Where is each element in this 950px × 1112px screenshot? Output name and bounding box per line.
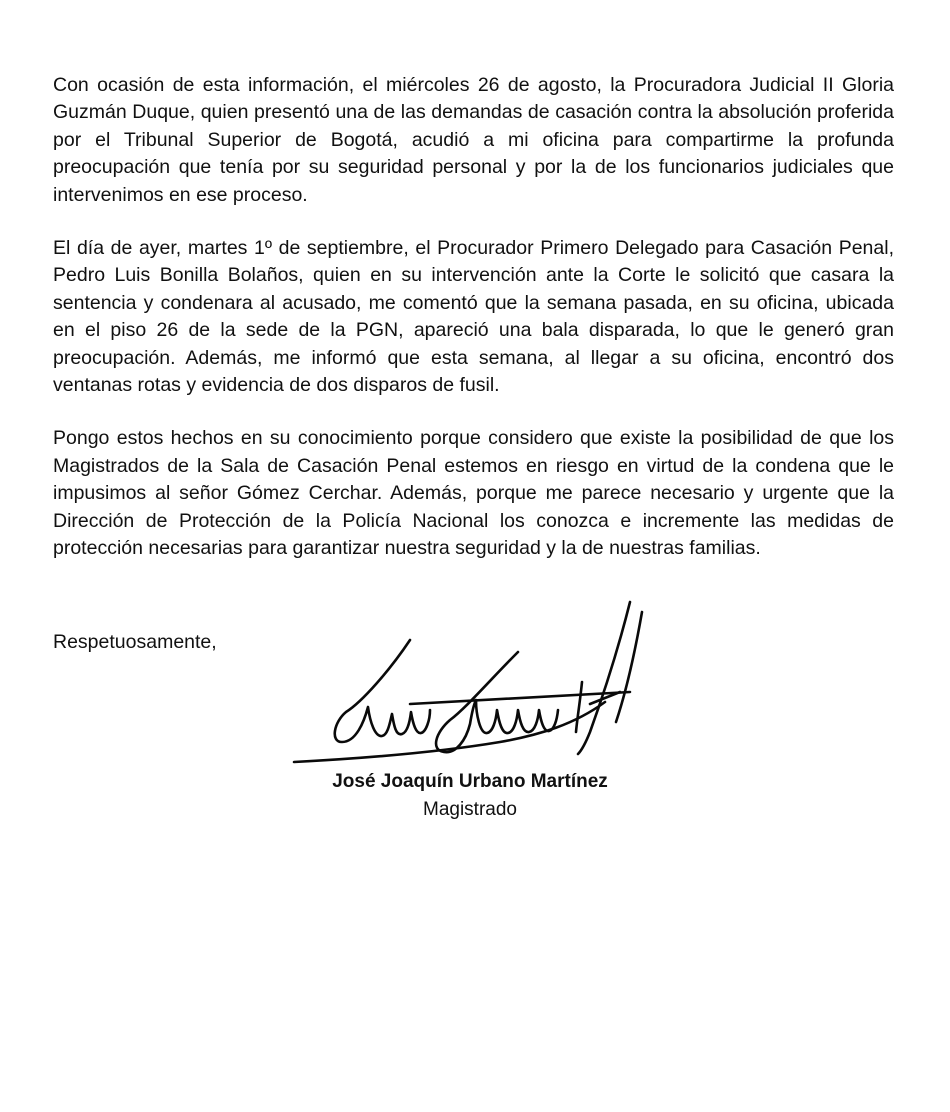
paragraph-1: Con ocasión de esta información, el miércoles 26 de agosto, la Procuradora Judicial II Gloria Guzmán Duque, quien presentó una de las demandas de casación contra la absolución proferida por el Tribunal Superior de Bogotá, acudió a mi oficina para compartirme la profunda preocupación que tenía por su seguridad personal y por la de los funcionarios judiciales que intervenimos en ese proceso. [53,74,894,206]
letter-body [53,72,894,563]
closing-salutation: Respetuosamente, [53,631,217,653]
handwritten-signature [290,592,650,832]
signer-title: Magistrado [423,799,517,820]
paragraph-2: El día de ayer, martes 1º de septiembre, el Procurador Primero Delegado para Casación Penal, Pedro Luis Bonilla Bolaños, quien en su intervención ante la Corte le solicitó que casara la sentencia y condenara al acusado, me comentó que la semana pasada, en su oficina, ubicada en el piso 26 de la sede de la PGN, apareció una bala disparada, lo que le generó gran preocupación. Además, me informó que esta semana, al llegar a su oficina, encontró dos ventanas rotas y evidencia de dos disparos de fusil. [53,237,894,397]
paragraph-3: Pongo estos hechos en su conocimiento porque considero que existe la posibilidad de que los Magistrados de la Sala de Casación Penal estemos en riesgo en virtud de la condena que le impusimos al señor Gómez Cerchar. Además, porque me parece necesario y urgente que la Dirección de Protección de la Policía Nacional los conozca e incremente las medidas de protección necesarias para garantizar nuestra seguridad y la de nuestras familias. [53,427,894,560]
signer-name: José Joaquín Urbano Martínez [332,771,608,792]
